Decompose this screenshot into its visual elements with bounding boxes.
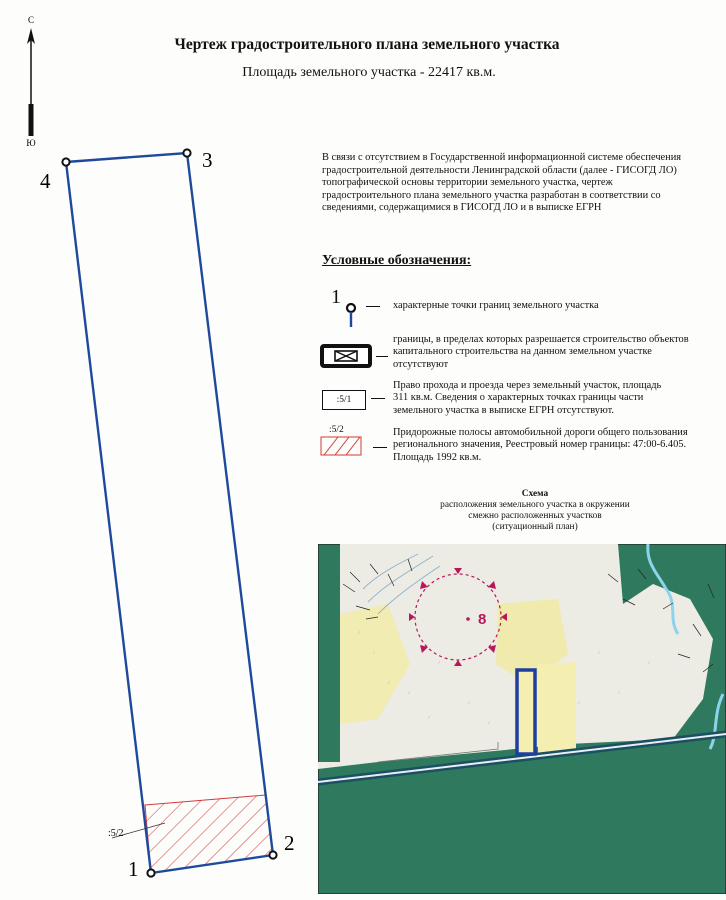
- intro-line: сведениями, содержащимися в ГИСОГД ЛО и в выписке ЕГРН: [322, 202, 602, 214]
- point-label-3: 3: [202, 148, 213, 172]
- no-build-zone-icon: [320, 344, 372, 368]
- point-label-4: 4: [40, 169, 51, 193]
- point-label-2: 2: [284, 831, 295, 855]
- point-marker-1: [147, 869, 154, 876]
- schema-title: Схема: [521, 489, 549, 499]
- hatched-zone-icon: [320, 436, 362, 456]
- legend-item-text: Право прохода и проезда через земельный участок, площадь 311 кв.м. Сведения о характерных точках границы части земельного участка в выписке ЕГРН отсутствуют.: [393, 380, 662, 416]
- drawing-title: Чертеж градостроительного плана земельного участка: [174, 36, 560, 53]
- legend-title: Условные обозначения:: [322, 253, 472, 268]
- compass-south: Ю: [26, 138, 36, 148]
- point-marker-4: [62, 158, 69, 165]
- plot-area: Площадь земельного участка - 22417 кв.м.: [242, 65, 496, 80]
- point-marker-icon: [341, 300, 361, 330]
- intro-line: градостроительной деятельности Ленинградской области (далее - ГИСОГД ЛО): [322, 164, 677, 176]
- legend-item-text: Придорожные полосы автомобильной дороги общего пользования регионального значения, Реестровый номер границы: 47:00-6.405. Площадь 1992 кв.м.: [393, 427, 688, 463]
- north-arrow-icon: [20, 14, 42, 154]
- point-marker-3: [183, 149, 190, 156]
- land-plot-drawing: [0, 140, 320, 900]
- legend-item-text: границы, в пределах которых разрешается строительство объектов капитального строительства на данном земельном участке отсутствуют: [393, 334, 689, 370]
- zone-label: :5/2: [108, 828, 124, 839]
- plot-boundary: [66, 153, 273, 873]
- intro-paragraph: [322, 152, 726, 215]
- point-marker-2: [269, 851, 276, 858]
- intro-line: В связи с отсутствием в Государственной информационной системе обеспечения: [322, 152, 682, 163]
- legend-item-text: характерные точки границ земельного участка: [393, 300, 599, 311]
- legend-point-symbol: 1: [331, 286, 341, 308]
- roadside-zone-5-2: [145, 795, 273, 873]
- intro-line: топографической основы территории земельного участка, чертеж: [322, 177, 613, 189]
- situational-map: [318, 544, 726, 894]
- compass-north: С: [27, 15, 35, 25]
- point-label-1: 1: [128, 857, 139, 881]
- map-marker-label: 8: [478, 611, 487, 628]
- legend-zone-5-1-symbol: :5/1: [322, 390, 366, 410]
- legend-zone-5-2-label: :5/2: [329, 425, 344, 435]
- intro-line: градостроительного плана земельного участка разработан в соответствии со: [322, 189, 661, 201]
- schema-caption: Схема расположения земельного участка в окружении смежно расположенных участков (ситуационный план): [300, 489, 726, 533]
